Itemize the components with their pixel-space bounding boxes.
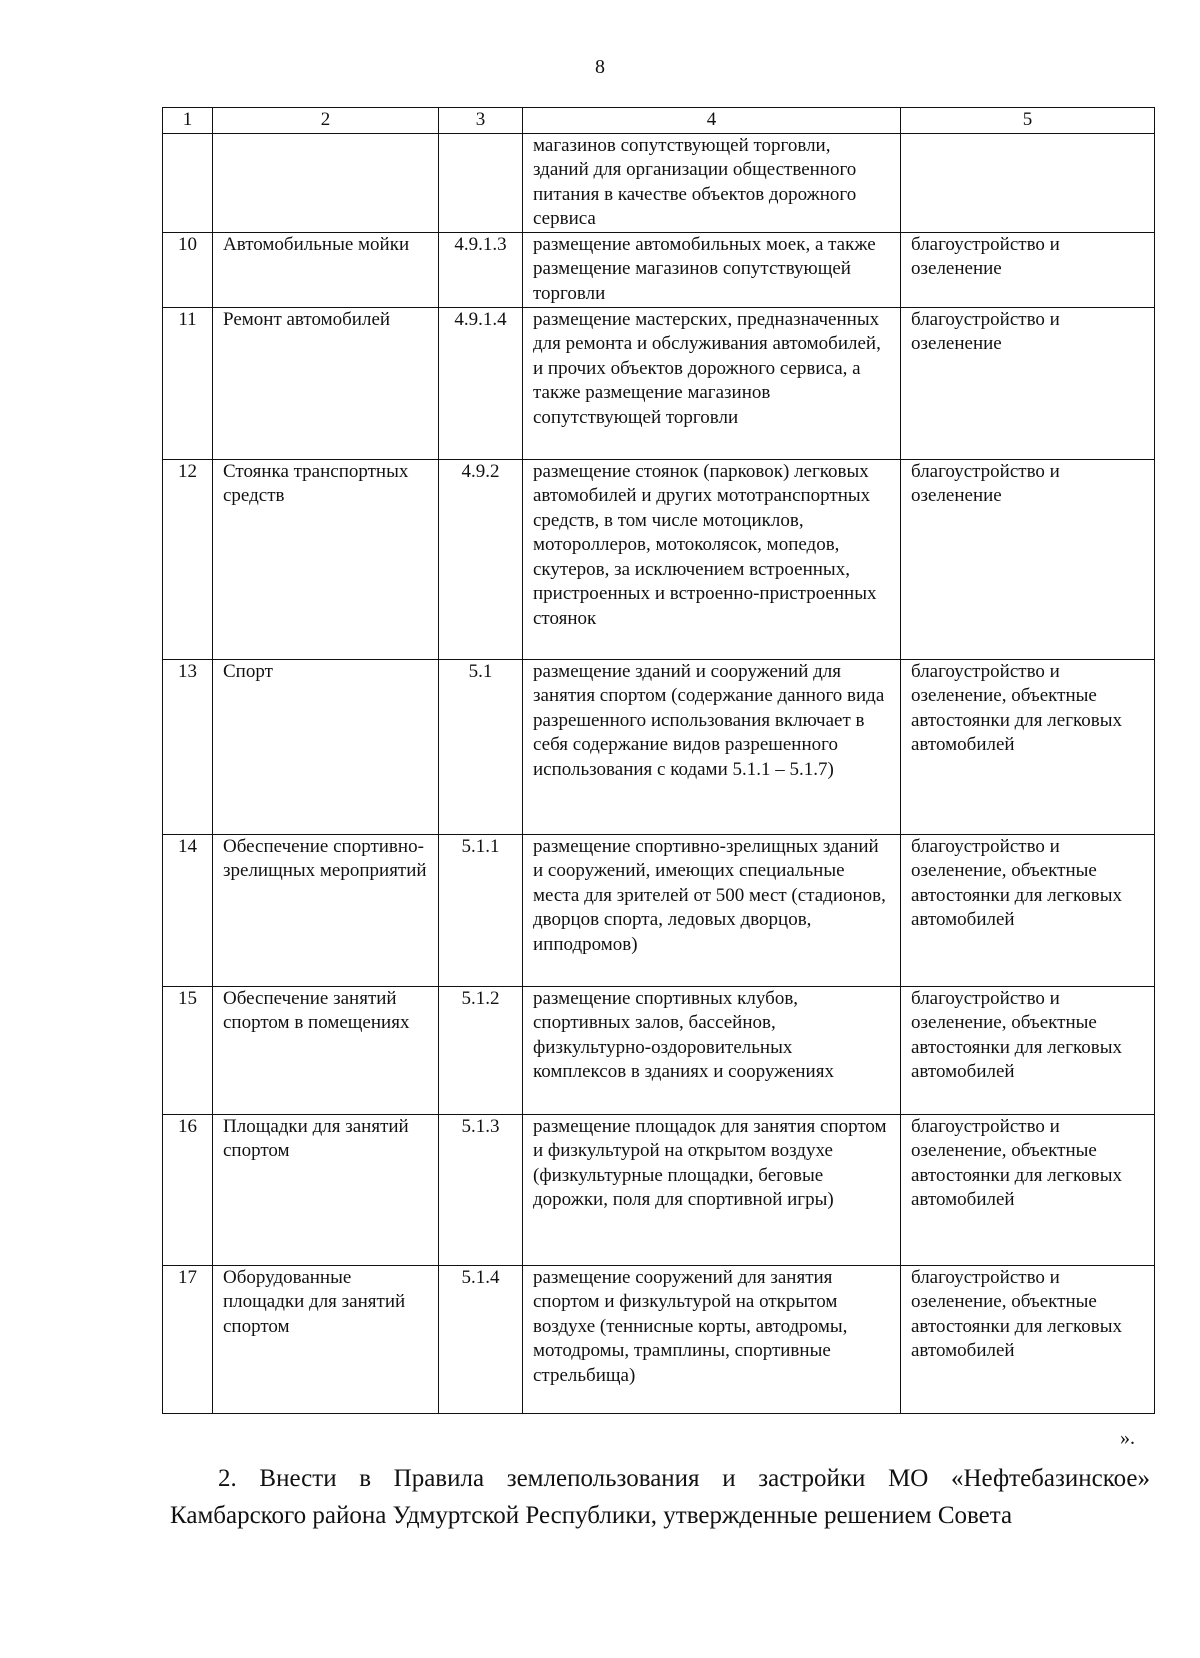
row-number: 12 <box>163 459 213 659</box>
row-name: Автомобильные мойки <box>213 232 439 307</box>
table-row <box>163 1114 1155 1265</box>
row-extra: благоустройство и озеленение <box>901 307 1155 459</box>
row-code <box>439 133 523 232</box>
closing-quote-mark: ». <box>1120 1427 1135 1449</box>
row-name: Обеспечение занятий спортом в помещениях <box>213 986 439 1114</box>
row-code: 4.9.1.3 <box>439 232 523 307</box>
table-row <box>163 986 1155 1114</box>
row-number: 17 <box>163 1265 213 1413</box>
row-description: магазинов сопутствующей торговли, зданий для организации общественного питания в качестве объектов дорожного сервиса <box>523 133 901 232</box>
row-code: 5.1.3 <box>439 1114 523 1265</box>
row-description: размещение зданий и сооружений для занятия спортом (содержание данного вида разрешенного использования включает в себя содержание видов разрешенного использования с кодами 5.1.1 – 5.1.7) <box>523 659 901 834</box>
row-description: размещение стоянок (парковок) легковых автомобилей и других мототранспортных средств, в том числе мотоциклов, мотороллеров, мотоколясок, мопедов, скутеров, за исключением встроенных, пристроенных и встроенно-пристроенных стоянок <box>523 459 901 659</box>
row-number: 13 <box>163 659 213 834</box>
row-name: Спорт <box>213 659 439 834</box>
table-row <box>163 659 1155 834</box>
header-col-5: 5 <box>901 108 1155 134</box>
row-code: 4.9.1.4 <box>439 307 523 459</box>
row-number: 14 <box>163 834 213 986</box>
row-code: 5.1.4 <box>439 1265 523 1413</box>
header-col-4: 4 <box>523 108 901 134</box>
row-description: размещение спортивных клубов, спортивных залов, бассейнов, физкультурно-оздоровительных комплексов в зданиях и сооружениях <box>523 986 901 1114</box>
row-number: 15 <box>163 986 213 1114</box>
header-col-1: 1 <box>163 108 213 134</box>
row-number: 10 <box>163 232 213 307</box>
table-row <box>163 1265 1155 1413</box>
row-name <box>213 133 439 232</box>
table-row <box>163 133 1155 232</box>
amendment-paragraph: 2. Внести в Правила землепользования и застройки МО «Нефтебазинское» Камбарского района Удмуртской Республики, утвержденные решением Совета <box>170 1465 1150 1529</box>
table-header-row <box>163 108 1155 134</box>
row-extra <box>901 133 1155 232</box>
header-col-2: 2 <box>213 108 439 134</box>
row-name: Оборудованные площадки для занятий спортом <box>213 1265 439 1413</box>
row-name: Стоянка транспортных средств <box>213 459 439 659</box>
row-code: 4.9.2 <box>439 459 523 659</box>
row-description: размещение спортивно-зрелищных зданий и сооружений, имеющих специальные места для зрителей от 500 мест (стадионов, дворцов спорта, ледовых дворцов, ипподромов) <box>523 834 901 986</box>
row-extra: благоустройство и озеленение, объектные автостоянки для легковых автомобилей <box>901 834 1155 986</box>
row-extra: благоустройство и озеленение, объектные автостоянки для легковых автомобилей <box>901 659 1155 834</box>
row-description: размещение площадок для занятия спортом и физкультурой на открытом воздухе (физкультурные площадки, беговые дорожки, поля для спортивной игры) <box>523 1114 901 1265</box>
row-code: 5.1.1 <box>439 834 523 986</box>
row-code: 5.1 <box>439 659 523 834</box>
header-col-3: 3 <box>439 108 523 134</box>
table-row <box>163 307 1155 459</box>
row-extra: благоустройство и озеленение, объектные автостоянки для легковых автомобилей <box>901 1114 1155 1265</box>
row-number: 16 <box>163 1114 213 1265</box>
row-name: Обеспечение спортивно-зрелищных мероприятий <box>213 834 439 986</box>
row-extra: благоустройство и озеленение <box>901 232 1155 307</box>
row-extra: благоустройство и озеленение, объектные автостоянки для легковых автомобилей <box>901 986 1155 1114</box>
table-row <box>163 459 1155 659</box>
row-description: размещение сооружений для занятия спортом и физкультурой на открытом воздухе (теннисные корты, автодромы, мотодромы, трамплины, спортивные стрельбища) <box>523 1265 901 1413</box>
row-code: 5.1.2 <box>439 986 523 1114</box>
land-use-table <box>162 107 1155 1414</box>
page-number: 8 <box>595 56 605 78</box>
row-description: размещение мастерских, предназначенных для ремонта и обслуживания автомобилей, и прочих объектов дорожного сервиса, а также размещение магазинов сопутствующей торговли <box>523 307 901 459</box>
row-description: размещение автомобильных моек, а также размещение магазинов сопутствующей торговли <box>523 232 901 307</box>
row-extra: благоустройство и озеленение <box>901 459 1155 659</box>
table-row <box>163 232 1155 307</box>
row-extra: благоустройство и озеленение, объектные автостоянки для легковых автомобилей <box>901 1265 1155 1413</box>
row-name: Ремонт автомобилей <box>213 307 439 459</box>
row-number <box>163 133 213 232</box>
table-row <box>163 834 1155 986</box>
row-number: 11 <box>163 307 213 459</box>
row-name: Площадки для занятий спортом <box>213 1114 439 1265</box>
